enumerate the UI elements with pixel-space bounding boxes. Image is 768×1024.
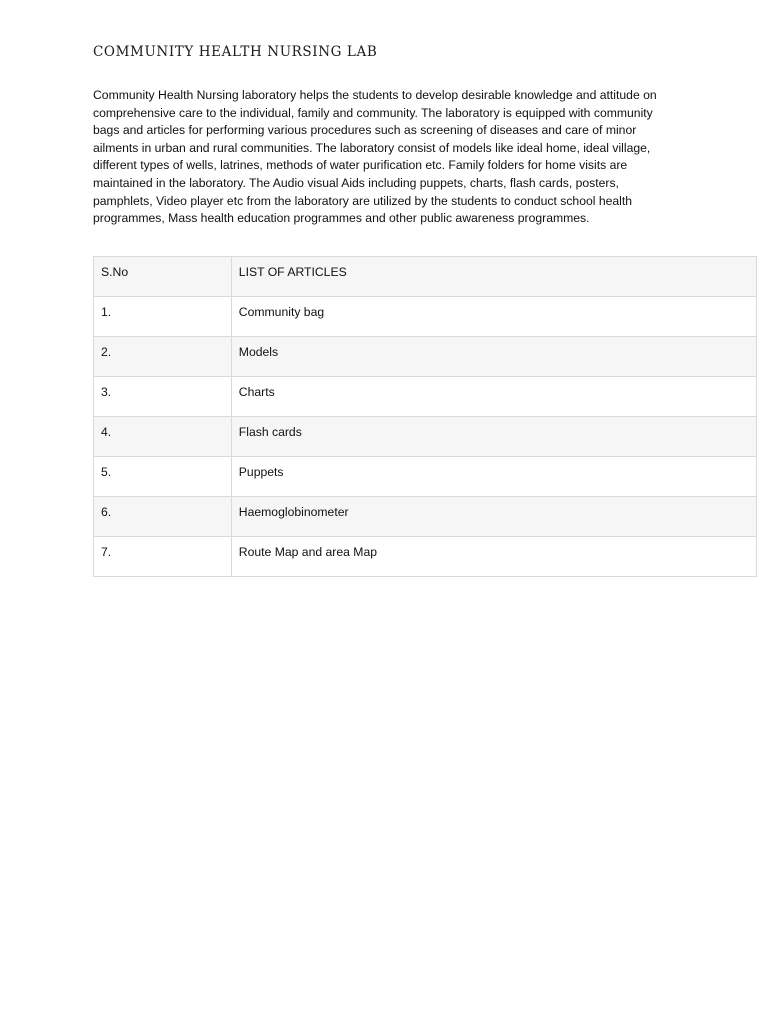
cell-article: Charts [231,377,756,417]
table-row [94,377,757,417]
cell-article: Models [231,337,756,377]
cell-sno: 3. [94,377,232,417]
cell-sno: 4. [94,417,232,457]
cell-article: Puppets [231,457,756,497]
column-header-articles: LIST OF ARTICLES [231,257,756,297]
cell-sno: 6. [94,497,232,537]
table-header-row [94,257,757,297]
cell-sno: 2. [94,337,232,377]
cell-article: Haemoglobinometer [231,497,756,537]
cell-article: Flash cards [231,417,756,457]
cell-article: Community bag [231,297,756,337]
intro-paragraph: Community Health Nursing laboratory helps the students to develop desirable knowledge and attitude on comprehensive care to the individual, family and community. The laboratory is equipped with community bags and articles for performing various procedures such as screening of diseases and care of minor ailments in urban and rural communities. The laboratory consist of models like ideal home, ideal village, different types of wells, latrines, methods of water purification etc. Family folders for home visits are maintained in the laboratory. The Audio visual Aids including puppets, charts, flash cards, posters, pamphlets, Video player etc from the laboratory are utilized by the students to conduct school health programmes, Mass health education programmes and other public awareness programmes. [93,88,657,226]
table-row [94,337,757,377]
table-row [94,417,757,457]
articles-table [93,256,757,577]
table-row [94,537,757,577]
column-header-sno: S.No [94,257,232,297]
table-row [94,457,757,497]
page-title: COMMUNITY HEALTH NURSING LAB [93,44,378,60]
cell-sno: 5. [94,457,232,497]
cell-sno: 7. [94,537,232,577]
table-row [94,497,757,537]
cell-article: Route Map and area Map [231,537,756,577]
table-row [94,297,757,337]
cell-sno: 1. [94,297,232,337]
